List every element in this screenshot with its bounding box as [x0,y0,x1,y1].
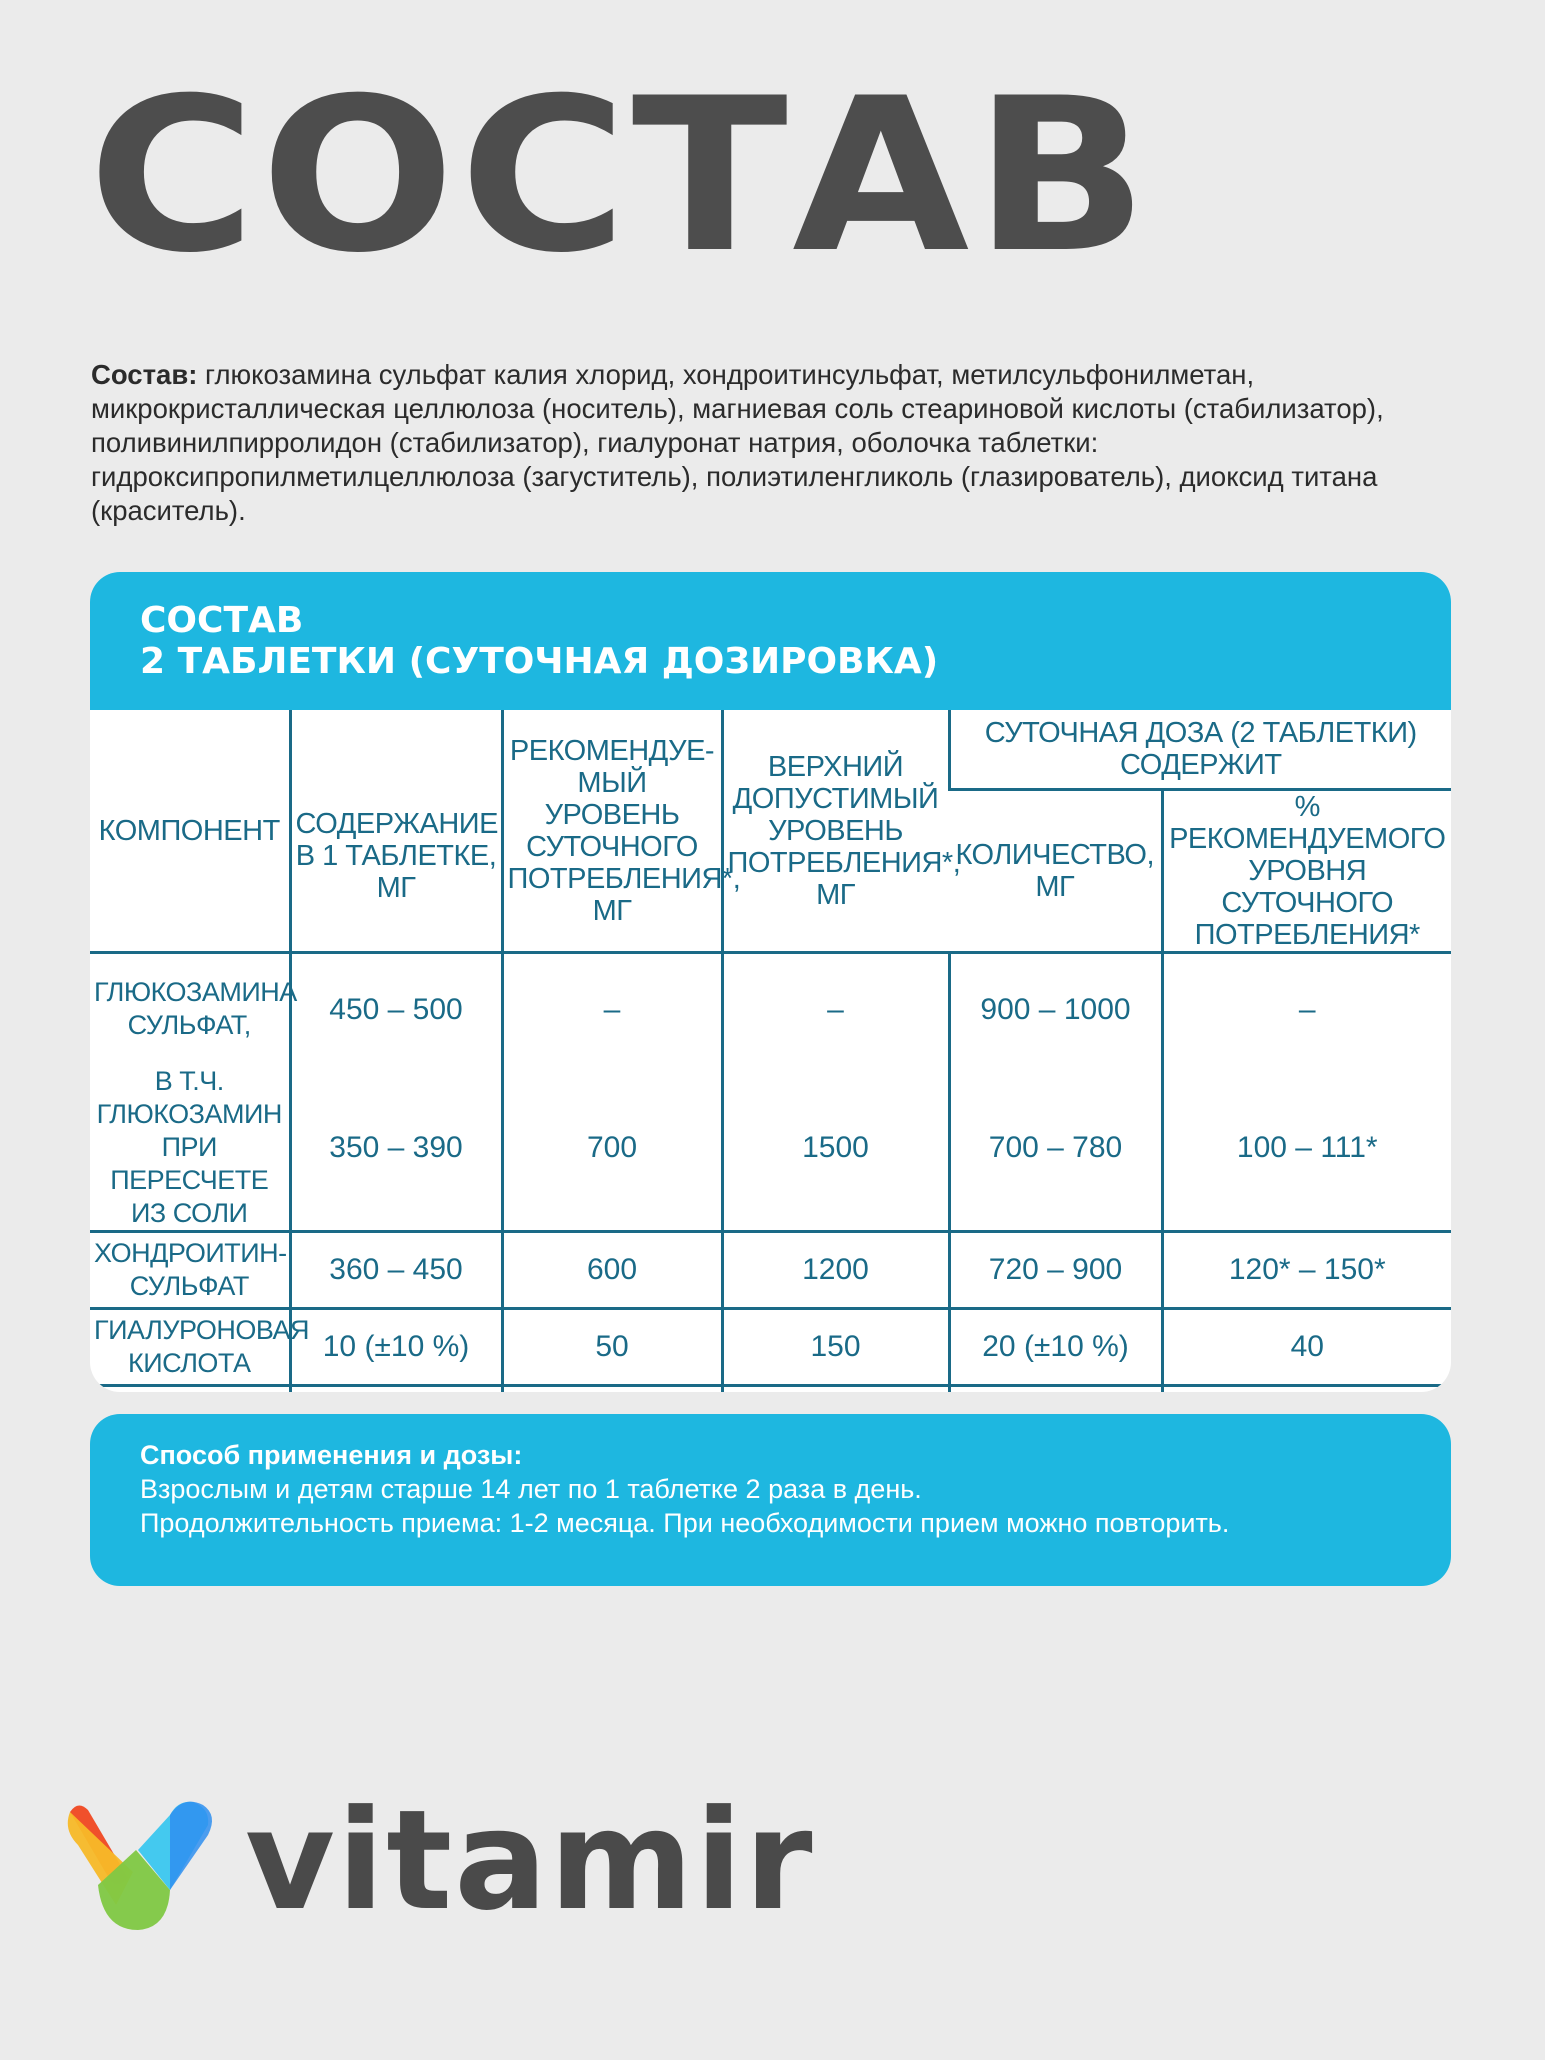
logo-petal-blue [170,1802,212,1890]
row-hyaluronic-component: ГИАЛУРОНОВАЯ КИСЛОТА [90,1308,290,1385]
composition-table [90,710,1451,1392]
page-title: СОСТАВ [88,52,1153,299]
col-recommended: РЕКОМЕНДУЕ-МЫЙ УРОВЕНЬ СУТОЧНОГО ПОТРЕБЛЕНИЯ*, МГ [502,710,722,953]
row-msm-component [90,1385,290,1392]
row-glucosamine-upper: 1500 [722,1065,949,1232]
row-hyaluronic-content: 10 (±10 %) [290,1308,502,1385]
col-daily-group: СУТОЧНАЯ ДОЗА (2 ТАБЛЕТКИ) СОДЕРЖИТ [949,710,1451,790]
col-component: КОМПОНЕНТ [90,710,290,953]
row-msm-amount [949,1385,1162,1392]
row-glucosamine-sulfate-percent: – [1162,953,1451,1065]
row-chondroitin-content: 360 – 450 [290,1231,502,1308]
row-chondroitin-component: ХОНДРОИТИН-СУЛЬФАТ [90,1231,290,1308]
vitamir-logo-icon [58,1790,218,1940]
row-glucosamine-recommended: 700 [502,1065,722,1232]
row-glucosamine-sulfate-recommended: – [502,953,722,1065]
table-header [90,572,1451,710]
row-hyaluronic-amount: 20 (±10 %) [949,1308,1162,1385]
row-msm-recommended [502,1385,722,1392]
usage-card [90,1414,1451,1586]
col-amount: КОЛИЧЕСТВО, МГ [949,790,1162,953]
usage-line-1: Взрослым и детям старше 14 лет по 1 таблетке 2 раза в день. [140,1474,922,1504]
row-glucosamine-sulfate-upper: – [722,953,949,1065]
row-hyaluronic-percent: 40 [1162,1308,1451,1385]
row-glucosamine-amount: 700 – 780 [949,1065,1162,1232]
row-glucosamine-component: В Т.Ч. ГЛЮКОЗАМИН ПРИ ПЕРЕСЧЕТЕ ИЗ СОЛИ [90,1065,290,1232]
row-glucosamine-sulfate-component: ГЛЮКОЗАМИНА СУЛЬФАТ, [94,977,297,1041]
usage-line-2: Продолжительность приема: 1-2 месяца. При необходимости прием можно повторить. [140,1508,1230,1538]
table-header-subtitle: 2 ТАБЛЕТКИ (СУТОЧНАЯ ДОЗИРОВКА) [140,641,939,682]
brand-name: vitamir [245,1780,815,1941]
composition-text: глюкозамина сульфат калия хлорид, хондроитинсульфат, метилсульфонилметан, микрокристаллическая целлюлоза (носитель), магниевая соль стеариновой кислоты (стабилизатор), поливинилпирролидон (стабилизатор), гиалуронат натрия, оболочка таблетки: гидроксипропилметилцеллюлоза (загуститель), полиэтиленгликоль (глазирователь), диоксид титана (краситель). [91,359,1384,526]
col-content: СОДЕРЖАНИЕ В 1 ТАБЛЕТКЕ, МГ [290,710,502,953]
row-chondroitin-amount: 720 – 900 [949,1231,1162,1308]
col-upper: ВЕРХНИЙ ДОПУСТИМЫЙ УРОВЕНЬ ПОТРЕБЛЕНИЯ*, МГ [722,710,949,953]
table-header-title: СОСТАВ [140,600,304,641]
row-chondroitin-percent: 120* – 150* [1162,1231,1451,1308]
row-hyaluronic-upper: 150 [722,1308,949,1385]
row-msm-upper [722,1385,949,1392]
row-glucosamine-sulfate-amount: 900 – 1000 [949,953,1162,1065]
row-glucosamine-content: 350 – 390 [290,1065,502,1232]
row-glucosamine-sulfate-content: 450 – 500 [290,953,502,1065]
row-msm-content [290,1385,502,1392]
row-hyaluronic-recommended: 50 [502,1308,722,1385]
composition-label: Состав: [91,359,198,390]
row-chondroitin-recommended: 600 [502,1231,722,1308]
col-percent: % РЕКОМЕНДУЕМОГО УРОВНЯ СУТОЧНОГО ПОТРЕБЛЕНИЯ* [1162,790,1451,953]
row-msm-percent [1162,1385,1451,1392]
usage-heading: Способ применения и дозы: [140,1440,523,1470]
row-glucosamine-percent: 100 – 111* [1162,1065,1451,1232]
row-chondroitin-upper: 1200 [722,1231,949,1308]
composition-table-card [90,572,1451,1392]
composition-paragraph [91,358,1471,528]
